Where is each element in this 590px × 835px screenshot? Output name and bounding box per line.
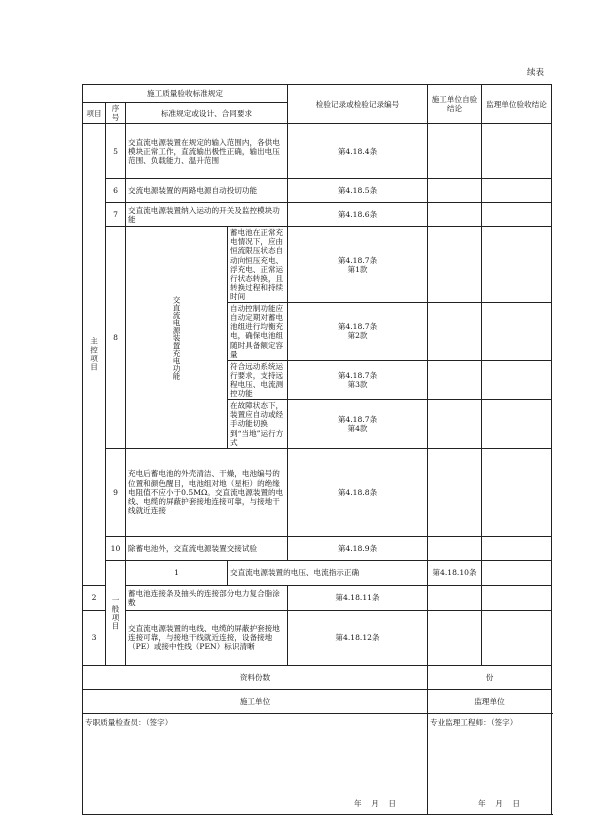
table-row bbox=[83, 203, 552, 227]
record-cell bbox=[482, 560, 552, 585]
row-text: 除蓄电池外，交直流电源装置交接试验 bbox=[126, 536, 288, 560]
row-ref: 第4.18.7条 第1款 bbox=[288, 227, 428, 303]
table-row bbox=[83, 585, 552, 610]
row-text: 在故障状态下，装置应自动或经手动能切换到“当地”运行方式 bbox=[228, 400, 288, 449]
row-text: 蓄电池连接条及抽头的连接部分电力复合脂涂敷 bbox=[126, 585, 288, 610]
table-row bbox=[83, 610, 552, 665]
table-row bbox=[83, 227, 552, 303]
supervisor-result-header: 监理单位验收结论 bbox=[482, 85, 552, 124]
row-text: 充电后蓄电池的外壳清洁、干燥，电池编号的位置和颜色醒目，电池组对地（星柜）的绝缘电阻值不应小于0.5MΩ。交直流电源装置的电线、电缆的屏蔽护套接地连接可靠，与接地干线就近连接 bbox=[126, 448, 288, 536]
clause-header: 标准规定或设计、合同要求 bbox=[126, 103, 288, 124]
acceptance-table bbox=[82, 84, 552, 815]
row-no: 6 bbox=[106, 179, 126, 203]
record-cell bbox=[428, 227, 482, 303]
row-ref: 第4.18.9条 bbox=[288, 536, 428, 560]
row-text: 蓄电池在正常充电情况下，应由恒流限压状态自动向恒压充电、浮充电、正常运行状态转换，且转换过程和持续时间 bbox=[228, 227, 288, 303]
supervisor-sign-box bbox=[428, 713, 552, 814]
engineer-signature-label: 专业监理工程师：（签字） bbox=[430, 717, 518, 727]
row-ref: 第4.18.8条 bbox=[288, 448, 428, 536]
row-text: 自动控制功能应自动定期对蓄电池组进行均衡充电，确保电池组随时具备额定容量 bbox=[228, 303, 288, 361]
row-no: 2 bbox=[83, 585, 106, 610]
row-ref: 第4.18.4条 bbox=[288, 124, 428, 179]
row-text: 交直流电源装置纳入运动的开关及监控模块功能 bbox=[126, 203, 288, 227]
row-ref: 第4.18.10条 bbox=[428, 560, 482, 585]
item-header: 项目 bbox=[83, 103, 106, 124]
row-no: 7 bbox=[106, 203, 126, 227]
supervisor-unit-label: 监理单位 bbox=[428, 689, 552, 713]
docs-count-unit: 份 bbox=[428, 665, 552, 689]
result-cell bbox=[482, 303, 552, 361]
result-cell bbox=[482, 536, 552, 560]
result-cell bbox=[482, 179, 552, 203]
row-no: 9 bbox=[106, 448, 126, 536]
record-cell bbox=[428, 400, 482, 449]
record-cell bbox=[428, 448, 482, 536]
result-cell bbox=[482, 610, 552, 665]
supervisor-date: 年 月 日 bbox=[478, 798, 521, 808]
row-no: 5 bbox=[106, 124, 126, 179]
standard-header: 施工质量验收标准规定 bbox=[83, 85, 288, 103]
main-group-label: 主控项目 bbox=[83, 124, 106, 586]
record-cell bbox=[428, 536, 482, 560]
table-row bbox=[83, 536, 552, 560]
row-ref: 第4.18.12条 bbox=[288, 610, 428, 665]
result-cell bbox=[482, 448, 552, 536]
row-no: 1 bbox=[126, 560, 228, 585]
constructor-date: 年 月 日 bbox=[354, 798, 397, 808]
result-cell bbox=[482, 203, 552, 227]
row-text: 符合远动系统运行要求，支持远程电压、电流测控功能 bbox=[228, 360, 288, 399]
row-text: 交直流电源装置的电压、电流指示正确 bbox=[228, 560, 428, 585]
result-cell bbox=[482, 360, 552, 399]
result-cell bbox=[482, 124, 552, 179]
inspector-signature-label: 专职质量检查员：（签字） bbox=[85, 717, 173, 727]
record-cell bbox=[428, 585, 482, 610]
record-cell bbox=[428, 179, 482, 203]
constructor-result-header: 施工单位自验结论 bbox=[428, 85, 482, 124]
continued-label: 续表 bbox=[527, 68, 545, 78]
record-cell bbox=[428, 303, 482, 361]
record-header: 检验记录或检验记录编号 bbox=[288, 85, 428, 124]
row-ref: 第4.18.6条 bbox=[288, 203, 428, 227]
table-row bbox=[83, 124, 552, 179]
row-no: 10 bbox=[106, 536, 126, 560]
row-text: 交直流电源装置的电线、电缆的屏蔽护套接地连接可靠，与接地干线就近连接，设备接地（PE）或接中性线（PEN）标识清晰 bbox=[126, 610, 288, 665]
constructor-unit-label: 施工单位 bbox=[83, 689, 428, 713]
record-cell bbox=[428, 124, 482, 179]
row-ref: 第4.18.7条 第3款 bbox=[288, 360, 428, 399]
result-cell bbox=[482, 227, 552, 303]
table-row bbox=[83, 560, 552, 585]
general-group-label: 一般项目 bbox=[106, 560, 126, 665]
table-row bbox=[83, 448, 552, 536]
docs-count-label: 资料份数 bbox=[83, 665, 428, 689]
table-row bbox=[83, 179, 552, 203]
row-no: 8 bbox=[106, 227, 126, 449]
record-cell bbox=[428, 360, 482, 399]
result-cell bbox=[482, 585, 552, 610]
row-no: 3 bbox=[83, 610, 106, 665]
row-text: 交流电源装置的两路电源自动投切功能 bbox=[126, 179, 288, 203]
seq-header: 序号 bbox=[106, 103, 126, 124]
row-ref: 第4.18.7条 第4款 bbox=[288, 400, 428, 449]
row-ref: 第4.18.11条 bbox=[288, 585, 428, 610]
result-cell bbox=[482, 400, 552, 449]
record-cell bbox=[428, 203, 482, 227]
constructor-sign-box bbox=[83, 713, 428, 814]
record-cell bbox=[428, 610, 482, 665]
row-ref: 第4.18.7条 第2款 bbox=[288, 303, 428, 361]
row-ref: 第4.18.5条 bbox=[288, 179, 428, 203]
row-text: 交直流电源装置在规定的输入范围内，各供电模块正常工作，直流输出极性正确，输出电压范围、负载能力、温升范围 bbox=[126, 124, 288, 179]
row8-sub-label: 交直流电源装置充电功能 bbox=[126, 227, 228, 449]
